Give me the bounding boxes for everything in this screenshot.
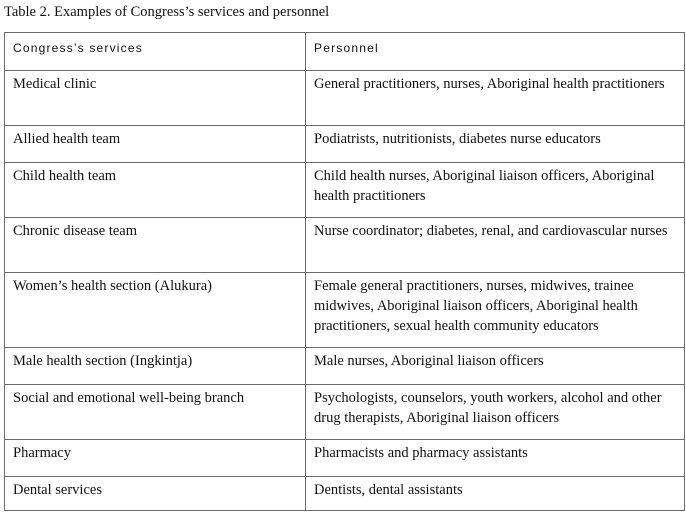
service-cell: Women’s health section (Alukura)	[5, 273, 306, 348]
personnel-cell: General practitioners, nurses, Aboriginal health practitioners	[306, 71, 685, 126]
personnel-cell: Podiatrists, nutritionists, diabetes nurse educators	[306, 126, 685, 163]
table-row	[5, 477, 685, 511]
personnel-cell: Psychologists, counselors, youth workers, alcohol and other drug therapists, Aboriginal liaison officers	[306, 385, 685, 440]
service-cell: Social and emotional well-being branch	[5, 385, 306, 440]
service-cell: Male health section (Ingkintja)	[5, 348, 306, 385]
service-cell: Allied health team	[5, 126, 306, 163]
column-header-services: Congress’s services	[5, 33, 306, 71]
personnel-cell: Female general practitioners, nurses, midwives, trainee midwives, Aboriginal liaison officers, Aboriginal health practitioners, sexual health community educators	[306, 273, 685, 348]
table-row	[5, 163, 685, 218]
table-row	[5, 348, 685, 385]
service-cell: Child health team	[5, 163, 306, 218]
personnel-cell: Dentists, dental assistants	[306, 477, 685, 511]
table-row	[5, 385, 685, 440]
table-caption: Table 2. Examples of Congress’s services and personnel	[4, 4, 330, 20]
table-row	[5, 218, 685, 273]
service-cell: Dental services	[5, 477, 306, 511]
personnel-cell: Pharmacists and pharmacy assistants	[306, 440, 685, 477]
service-cell: Chronic disease team	[5, 218, 306, 273]
table-row	[5, 440, 685, 477]
table-header-row	[5, 33, 685, 71]
table-row	[5, 71, 685, 126]
service-cell: Pharmacy	[5, 440, 306, 477]
personnel-cell: Male nurses, Aboriginal liaison officers	[306, 348, 685, 385]
column-header-personnel: Personnel	[306, 33, 685, 71]
table-row	[5, 126, 685, 163]
service-cell: Medical clinic	[5, 71, 306, 126]
personnel-cell: Child health nurses, Aboriginal liaison officers, Aboriginal health practitioners	[306, 163, 685, 218]
services-table	[4, 32, 685, 511]
personnel-cell: Nurse coordinator; diabetes, renal, and cardiovascular nurses	[306, 218, 685, 273]
table-row	[5, 273, 685, 348]
